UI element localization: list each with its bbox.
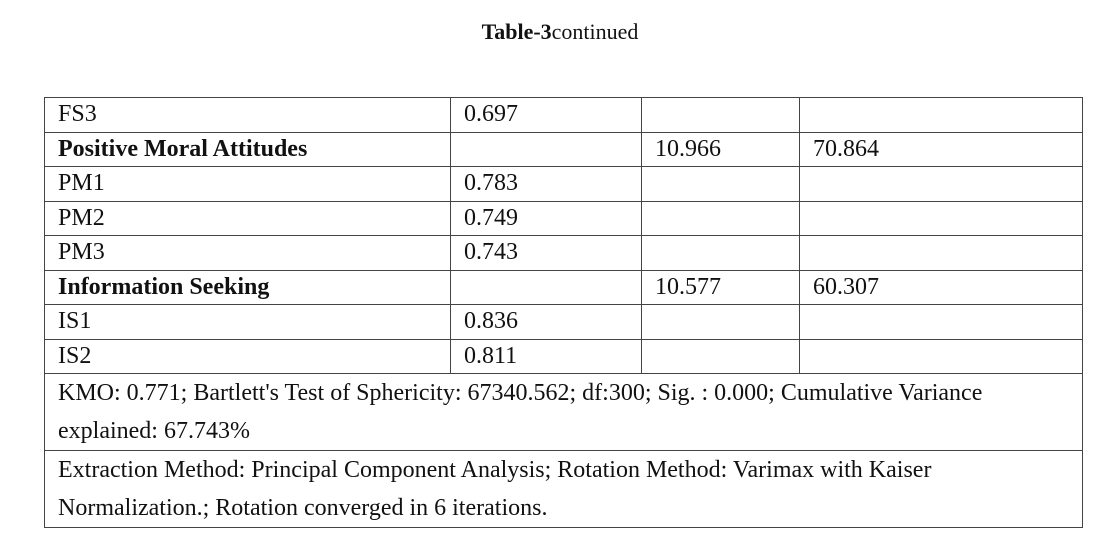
extraction-method-note: Extraction Method: Principal Component Analysis; Rotation Method: Varimax with Kaiser Normalization.; Rotation converged in 6 iterations.: [45, 451, 1083, 528]
eigenvalue-cell: [642, 201, 800, 236]
eigenvalue-cell: 10.966: [642, 132, 800, 167]
table-row-extraction-note: [45, 451, 1083, 528]
table-row-pm1: [45, 167, 1083, 202]
table-row-positive-moral-attitudes: [45, 132, 1083, 167]
variance-cell: 60.307: [800, 270, 1083, 305]
eigenvalue-cell: 10.577: [642, 270, 800, 305]
factor-loading-cell: 0.811: [451, 339, 642, 374]
table-caption-number: Table-3: [481, 19, 552, 44]
factor-loading-cell: 0.749: [451, 201, 642, 236]
row-label: IS1: [45, 305, 451, 340]
factor-loading-cell: [451, 270, 642, 305]
variance-cell: [800, 339, 1083, 374]
eigenvalue-cell: [642, 305, 800, 340]
factor-loading-cell: [451, 132, 642, 167]
factor-heading-label: Positive Moral Attitudes: [45, 132, 451, 167]
eigenvalue-cell: [642, 167, 800, 202]
eigenvalue-cell: [642, 98, 800, 133]
row-label: FS3: [45, 98, 451, 133]
row-label: IS2: [45, 339, 451, 374]
kmo-note: KMO: 0.771; Bartlett's Test of Sphericity: 67340.562; df:300; Sig. : 0.000; Cumulative Variance explained: 67.743%: [45, 374, 1083, 451]
factor-loading-cell: 0.836: [451, 305, 642, 340]
variance-cell: [800, 305, 1083, 340]
factor-loading-cell: 0.743: [451, 236, 642, 271]
factor-loadings-table: [44, 97, 1083, 528]
factor-loading-cell: 0.783: [451, 167, 642, 202]
factor-heading-label: Information Seeking: [45, 270, 451, 305]
variance-cell: [800, 236, 1083, 271]
table-row-kmo-note: [45, 374, 1083, 451]
table-row-is2: [45, 339, 1083, 374]
variance-cell: 70.864: [800, 132, 1083, 167]
row-label: PM1: [45, 167, 451, 202]
table-caption: [0, 16, 1098, 48]
table-row-information-seeking: [45, 270, 1083, 305]
table-row-pm2: [45, 201, 1083, 236]
table-row-is1: [45, 305, 1083, 340]
factor-loading-cell: 0.697: [451, 98, 642, 133]
variance-cell: [800, 167, 1083, 202]
row-label: PM2: [45, 201, 451, 236]
variance-cell: [800, 98, 1083, 133]
table-row-fs3: [45, 98, 1083, 133]
table-row-pm3: [45, 236, 1083, 271]
table-caption-suffix: continued: [551, 19, 639, 44]
variance-cell: [800, 201, 1083, 236]
row-label: PM3: [45, 236, 451, 271]
eigenvalue-cell: [642, 236, 800, 271]
eigenvalue-cell: [642, 339, 800, 374]
